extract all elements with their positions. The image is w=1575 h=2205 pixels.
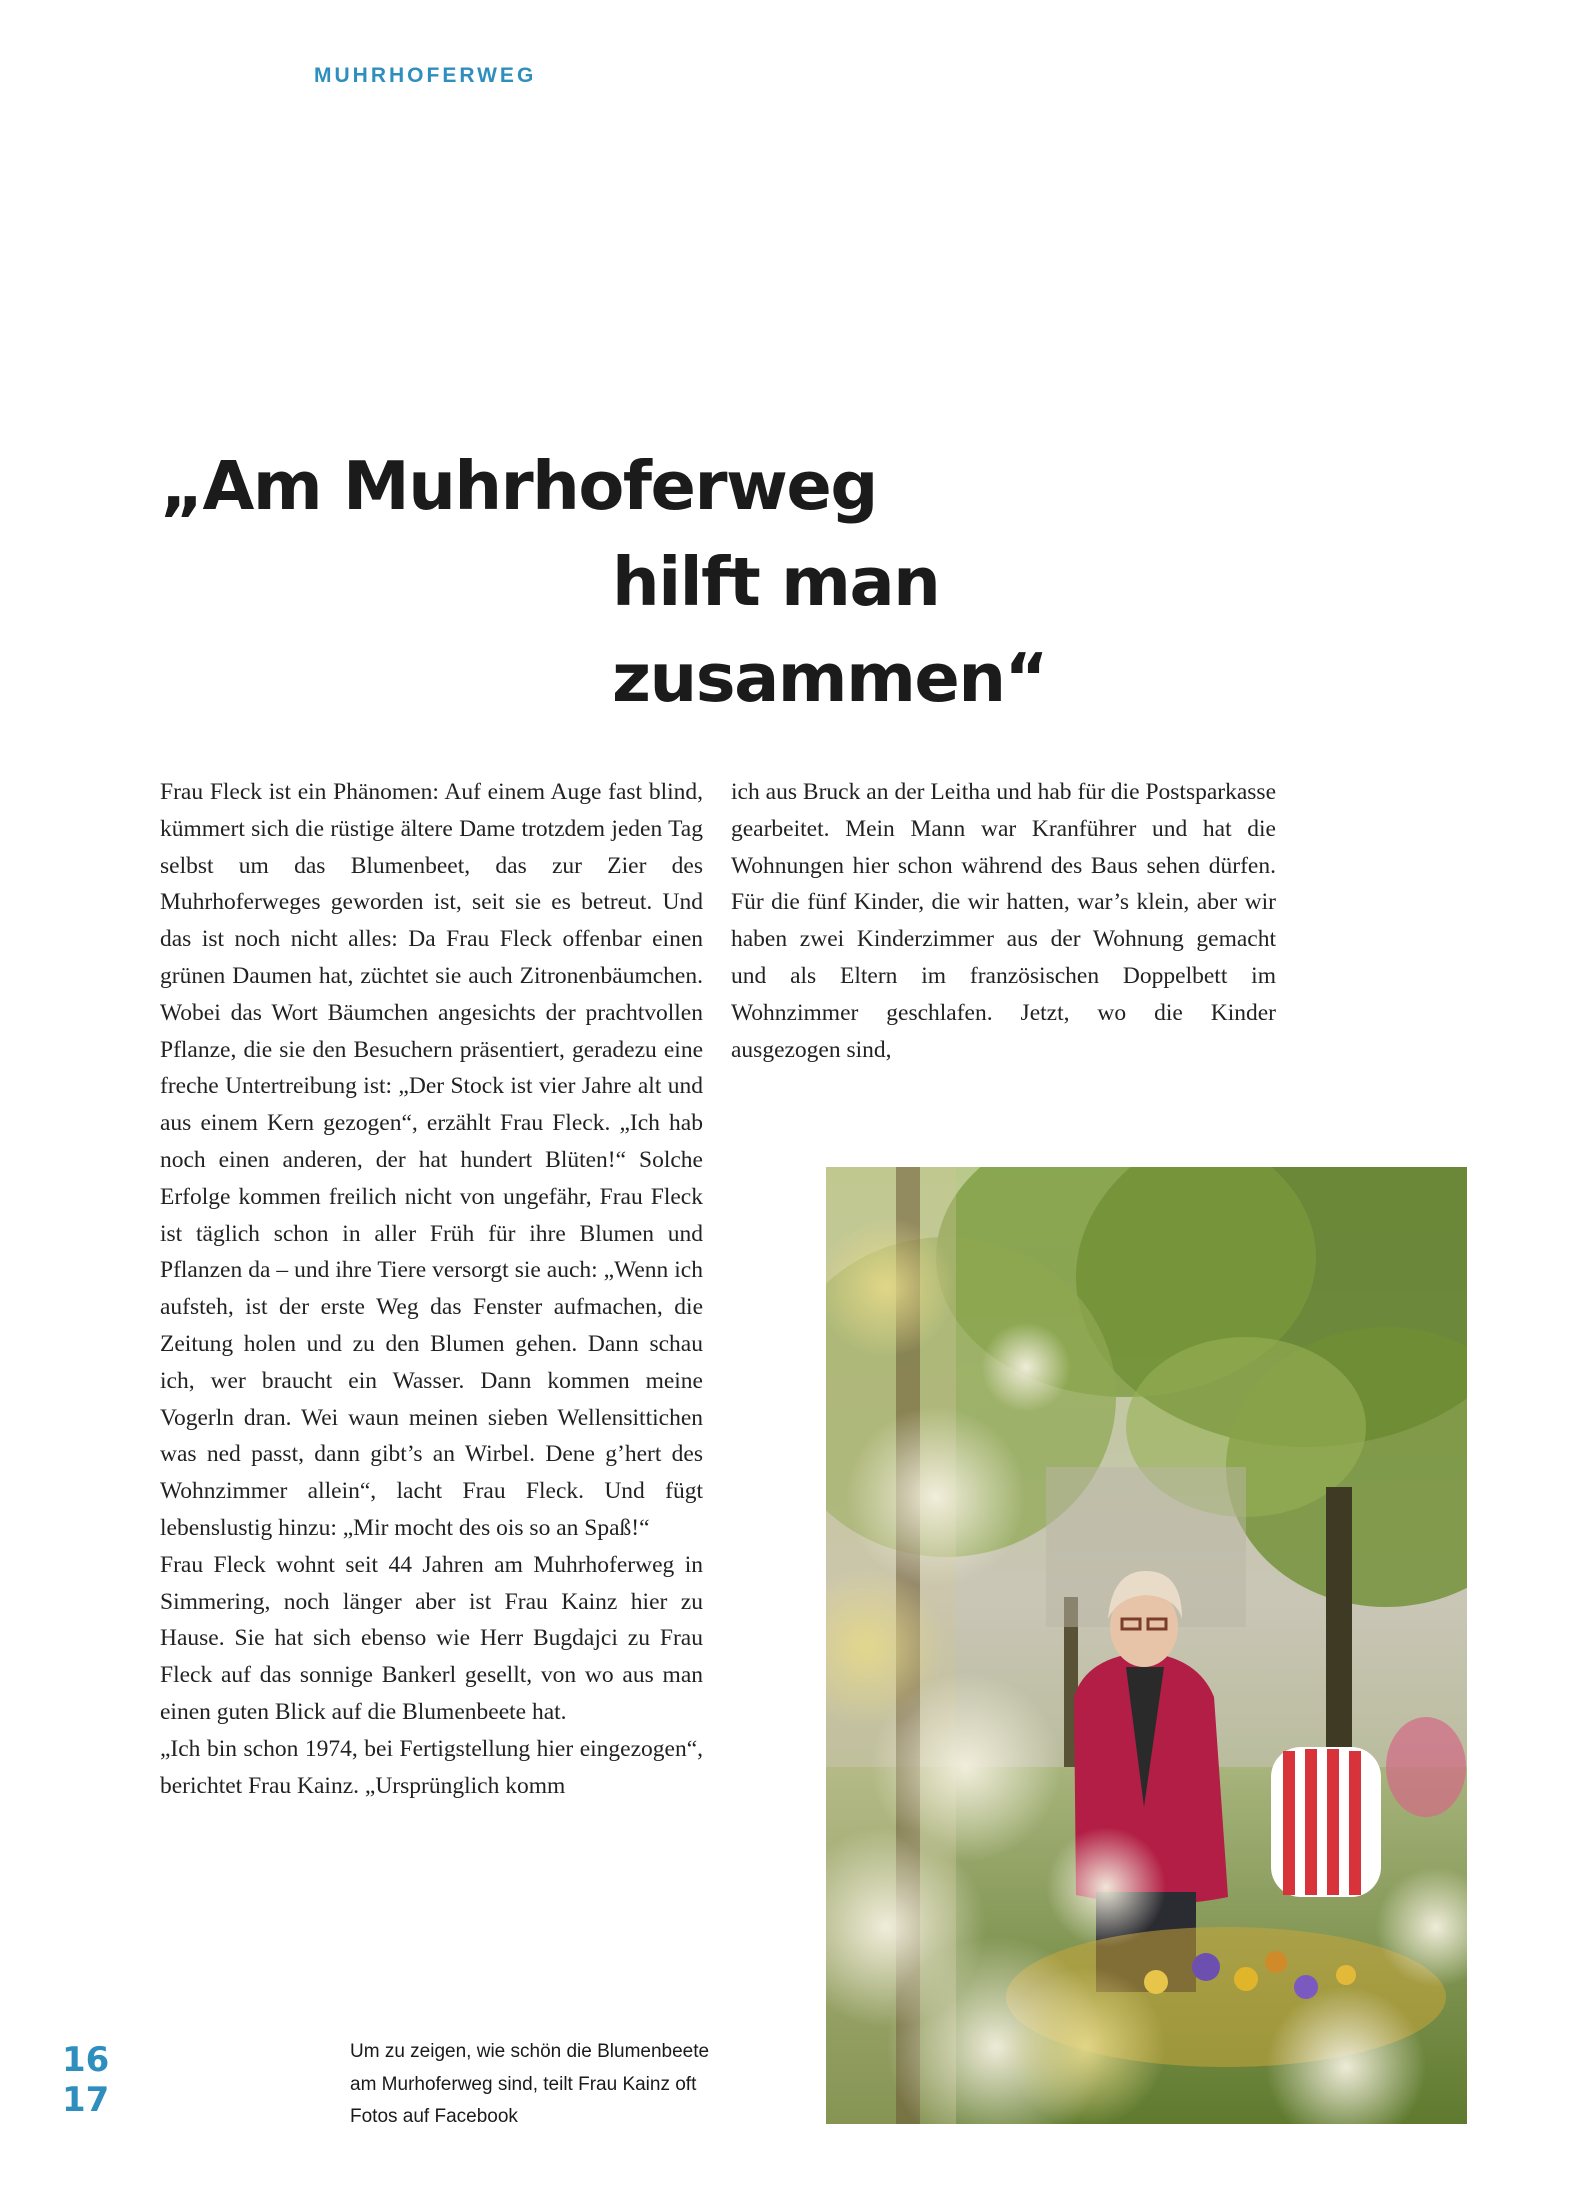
article-headline xyxy=(160,438,1310,726)
article-paragraph: „Ich bin schon 1974, bei Fertigstellung hier eingezogen“, berichtet Frau Kainz. „Ursprünglich komm xyxy=(160,1735,703,1799)
article-column-right xyxy=(731,774,1276,1068)
page-number-right: 17 xyxy=(62,2080,110,2120)
page-number-left: 16 xyxy=(62,2040,110,2080)
headline-line-2: hilft man zusammen“ xyxy=(612,543,1048,717)
page-numbers xyxy=(62,2040,109,2120)
garden-photo xyxy=(826,1167,1467,2124)
article-column-left xyxy=(160,774,703,1804)
headline-line-1: „Am Muhrhoferweg xyxy=(160,447,877,525)
section-kicker: MUHRHOFERWEG xyxy=(314,64,537,87)
article-paragraph: Frau Fleck ist ein Phänomen: Auf einem Auge fast blind, kümmert sich die rüstige ältere Dame trotzdem jeden Tag selbst um das Blumenbeet, das zur Zier des Muhrhoferweges geworden ist, seit sie es betreut. Und das ist noch nicht alles: Da Frau Fleck offenbar einen grünen Daumen hat, züchtet sie auch Zitronenbäumchen. Wobei das Wort Bäumchen angesichts der prachtvollen Pflanze, die sie den Besuchern präsentiert, geradezu eine freche Untertreibung ist: „Der Stock ist vier Jahre alt und aus einem Kern gezogen“, erzählt Frau Fleck. „Ich hab noch einen anderen, der hat hundert Blüten!“ Solche Erfolge kommen freilich nicht von ungefähr, Frau Fleck ist täglich schon in aller Früh für ihre Blumen und Pflanzen da – und ihre Tiere versorgt sie auch: „Wenn ich aufsteh, ist der erste Weg das Fenster aufmachen, die Zeitung holen und zu den Blumen gehen. Dann schau ich, wer braucht ein Wasser. Dann kommen meine Vogerln dran. Wei waun meinen sieben Wellensittichen was ned passt, dann gibt’s an Wirbel. Dene g’hert des Wohnzimmer allein“, lacht Frau Fleck. Und fügt lebenslustig hinzu: „Mir mocht des ois so an Spaß!“ xyxy=(160,779,703,1541)
photo-caption: Um zu zeigen, wie schön die Blumenbeete am Murhoferweg sind, teilt Frau Kainz oft Fotos auf Facebook xyxy=(350,2041,710,2127)
article-paragraph: Frau Fleck wohnt seit 44 Jahren am Muhrhoferweg in Simmering, noch länger aber ist Frau Kainz hier zu Hause. Sie hat sich ebenso wie Herr Bugdajci zu Frau Fleck auf das sonnige Bankerl gesellt, von wo aus man einen guten Blick auf die Blumenbeete hat. xyxy=(160,1551,703,1725)
article-paragraph: ich aus Bruck an der Leitha und hab für die Postsparkasse gearbeitet. Mein Mann war Kranführer und hat die Wohnungen hier schon während des Baus sehen dürfen. Für die fünf Kinder, die wir hatten, war’s klein, aber wir haben zwei Kinderzimmer aus der Wohnung gemacht und als Eltern im französischen Doppelbett im Wohnzimmer geschlafen. Jetzt, wo die Kinder ausgezogen sind, xyxy=(731,779,1276,1063)
photo-illustration xyxy=(826,1167,1467,2124)
